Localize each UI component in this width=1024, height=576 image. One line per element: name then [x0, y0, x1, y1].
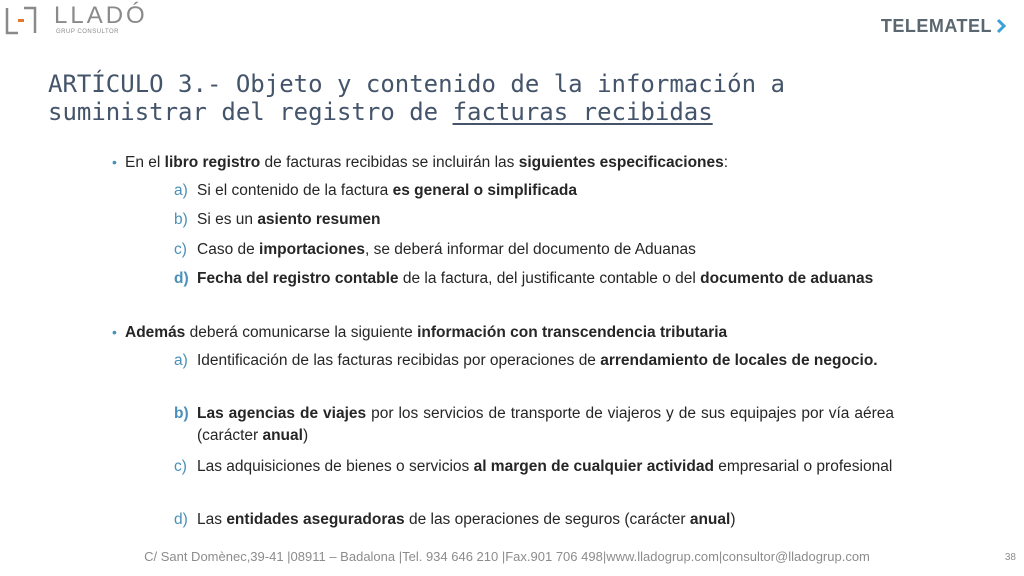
- bold-text: documento de aduanas: [700, 270, 874, 287]
- sub-item-text: [197, 209, 894, 231]
- sub-item-label: a): [174, 182, 188, 199]
- text: de la factura, del justificante contable o del: [398, 270, 701, 287]
- sub-item: [174, 209, 894, 231]
- sub-item-text: [197, 456, 894, 478]
- bold-text: es general o simplificada: [392, 182, 577, 199]
- bold-text: anual: [689, 511, 731, 528]
- sub-item-text: [197, 180, 894, 202]
- sub-item-label: c): [174, 241, 187, 258]
- bold-text: siguientes especificaciones: [518, 154, 724, 171]
- sub-item: [174, 456, 894, 478]
- sub-item: [174, 180, 894, 202]
- llado-subtitle: GRUP CONSULTOR: [56, 29, 120, 35]
- text: Las: [197, 511, 227, 528]
- sub-item: [174, 268, 894, 290]
- text: , se deberá informar del documento de Aduanas: [365, 241, 696, 258]
- sub-item-text: [197, 268, 894, 290]
- text: En el: [125, 154, 165, 171]
- text: de las operaciones de seguros (carácter: [404, 511, 690, 528]
- sub-item-text: [197, 239, 894, 261]
- bold-text: información con transcendencia tributaria: [417, 324, 728, 341]
- sub-item-label: b): [174, 405, 189, 422]
- bold-text: importaciones: [259, 241, 365, 258]
- bold-text: al margen de cualquier actividad: [473, 458, 714, 475]
- text: Identificación de las facturas recibidas por operaciones de: [197, 352, 601, 369]
- sub-item: [174, 350, 894, 372]
- sub-item-text: [197, 350, 894, 372]
- llado-wordmark: LLADÓ: [54, 2, 148, 29]
- bold-text: Fecha del registro contable: [197, 270, 399, 287]
- sub-item-label: d): [174, 270, 189, 287]
- title-highlight: facturas recibidas: [452, 98, 713, 126]
- sub-item: [174, 509, 894, 531]
- sub-item-text: [197, 403, 894, 447]
- bullet-item: [112, 321, 912, 344]
- bold-text: asiento resumen: [257, 211, 381, 228]
- text: :: [723, 154, 729, 171]
- footer-contact: C/ Sant Domènec,39-41 |08911 – Badalona |Tel. 934 646 210 |Fax.901 706 498|www.lladogrup.com|consultor@lladogrup.com: [144, 549, 870, 564]
- footer: [0, 549, 1024, 564]
- sub-item-label: a): [174, 352, 188, 369]
- bold-text: Las agencias de viajes: [197, 405, 367, 422]
- sub-item-text: [197, 509, 894, 531]
- text: Si el contenido de la factura: [197, 182, 393, 199]
- page-number: 38: [1004, 552, 1016, 563]
- text: Si es un: [197, 211, 258, 228]
- text: por los servicios de transporte de viajeros y de sus equipajes por vía aérea (carácter: [197, 405, 895, 444]
- text: ): [730, 511, 736, 528]
- bold-text: entidades aseguradoras: [226, 511, 405, 528]
- title-prefix: ARTÍCULO 3.- Objeto y contenido de la información a suministrar del registro de: [48, 70, 785, 126]
- text: Las adquisiciones de bienes o servicios: [197, 458, 474, 475]
- text: deberá comunicarse la siguiente: [185, 324, 418, 341]
- sub-item-label: b): [174, 211, 188, 228]
- bold-text: libro registro: [164, 154, 261, 171]
- text: empresarial o profesional: [713, 458, 893, 475]
- text: ): [302, 427, 309, 444]
- bold-text: arrendamiento de locales de negocio.: [600, 352, 878, 369]
- bullet-icon: •: [112, 324, 117, 340]
- sub-item: [174, 403, 894, 447]
- telematel-wordmark: TELEMATEL: [880, 15, 992, 36]
- text: Caso de: [197, 241, 260, 258]
- bullet-icon: •: [112, 154, 117, 170]
- bullet-item: [112, 151, 912, 174]
- sub-item: [174, 239, 894, 261]
- sub-item-label: d): [174, 511, 188, 528]
- sub-item-label: c): [174, 458, 187, 475]
- text: de facturas recibidas se incluirán las: [260, 154, 519, 171]
- bold-text: Además: [125, 324, 186, 341]
- bold-text: anual: [262, 427, 303, 444]
